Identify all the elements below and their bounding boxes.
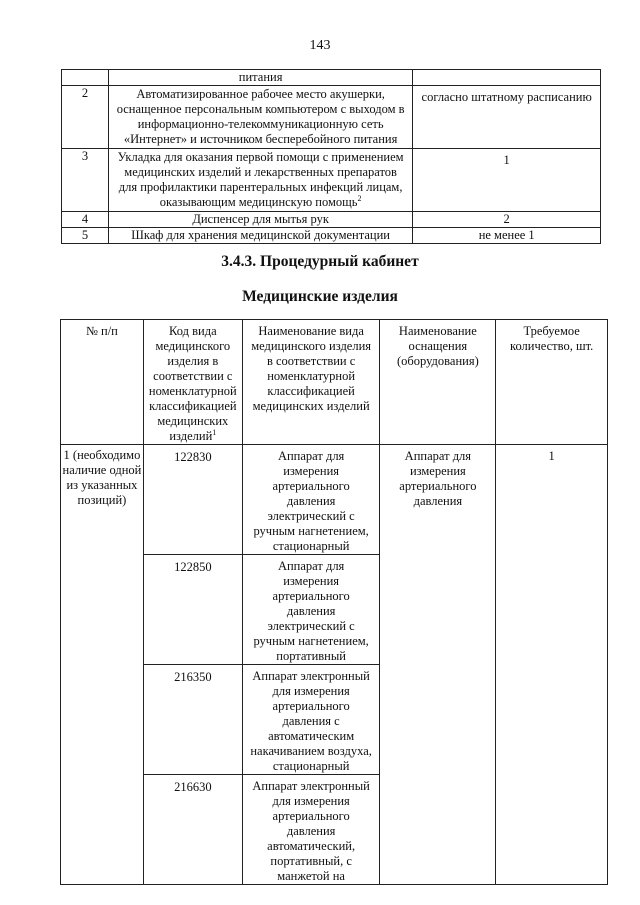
device-name: Аппарат для измерения артериального давления электрический с ручным нагнетением, стационарный — [242, 445, 380, 555]
table-row — [62, 212, 601, 228]
table-header-row — [61, 320, 608, 445]
medical-devices-table — [60, 319, 608, 885]
row-number: 5 — [62, 228, 109, 244]
equipment-name: Аппарат для измерения артериального давления — [380, 445, 496, 885]
row-number: 2 — [62, 86, 109, 149]
group-number: 1 (необходимо наличие одной из указанных позиций) — [61, 445, 144, 885]
item-quantity: 1 — [413, 149, 601, 212]
item-quantity: 2 — [413, 212, 601, 228]
subsection-title: Медицинские изделия — [242, 288, 398, 305]
table-row — [61, 445, 608, 555]
header-quantity: Требуемое количество, шт. — [496, 320, 608, 445]
row-number — [62, 70, 109, 86]
item-quantity: согласно штатному расписанию — [413, 86, 601, 149]
header-equipment: Наименование оснащения (оборудования) — [380, 320, 496, 445]
page-number: 143 — [309, 38, 331, 53]
required-quantity: 1 — [496, 445, 608, 885]
table-row — [62, 70, 601, 86]
section-title: 3.4.3. Процедурный кабинет — [221, 253, 419, 270]
row-number: 3 — [62, 149, 109, 212]
device-code: 122830 — [143, 445, 242, 555]
device-name: Аппарат электронный для измерения артериального давления автоматический, портативный, с манжетой на — [242, 775, 380, 885]
device-code: 122850 — [143, 555, 242, 665]
item-quantity: не менее 1 — [413, 228, 601, 244]
device-name: Аппарат электронный для измерения артериального давления с автоматическим накачиванием воздуха, стационарный — [242, 665, 380, 775]
footnote-mark: 1 — [212, 427, 217, 437]
device-code: 216350 — [143, 665, 242, 775]
item-name: Диспенсер для мытья рук — [108, 212, 412, 228]
row-number: 4 — [62, 212, 109, 228]
device-name: Аппарат для измерения артериального давления электрический с ручным нагнетением, портативный — [242, 555, 380, 665]
equipment-table-continued — [61, 69, 601, 244]
header-code: Код вида медицинского изделия в соответствии с номенклатурной классификацией медицинских изделий$^1$ — [143, 320, 242, 445]
footnote-mark: 2 — [357, 193, 362, 203]
item-name: питания — [108, 70, 412, 86]
item-name: Автоматизированное рабочее место акушерки, оснащенное персональным компьютером с выходом в информационно-телекоммуникационную сеть «Интернет» и источником бесперебойного питания — [108, 86, 412, 149]
item-name: Шкаф для хранения медицинской документации — [108, 228, 412, 244]
device-code: 216630 — [143, 775, 242, 885]
table-row — [62, 149, 601, 212]
header-name: Наименование вида медицинского изделия в соответствии с номенклатурной классификацией медицинских изделий — [242, 320, 380, 445]
header-num: № п/п — [61, 320, 144, 445]
item-name: Укладка для оказания первой помощи с применением медицинских изделий и лекарственных препаратов для профилактики парентеральных инфекций лицам, оказывающим медицинскую помощь$^2$ — [108, 149, 412, 212]
table-row — [62, 228, 601, 244]
item-quantity — [413, 70, 601, 86]
table-row — [62, 86, 601, 149]
